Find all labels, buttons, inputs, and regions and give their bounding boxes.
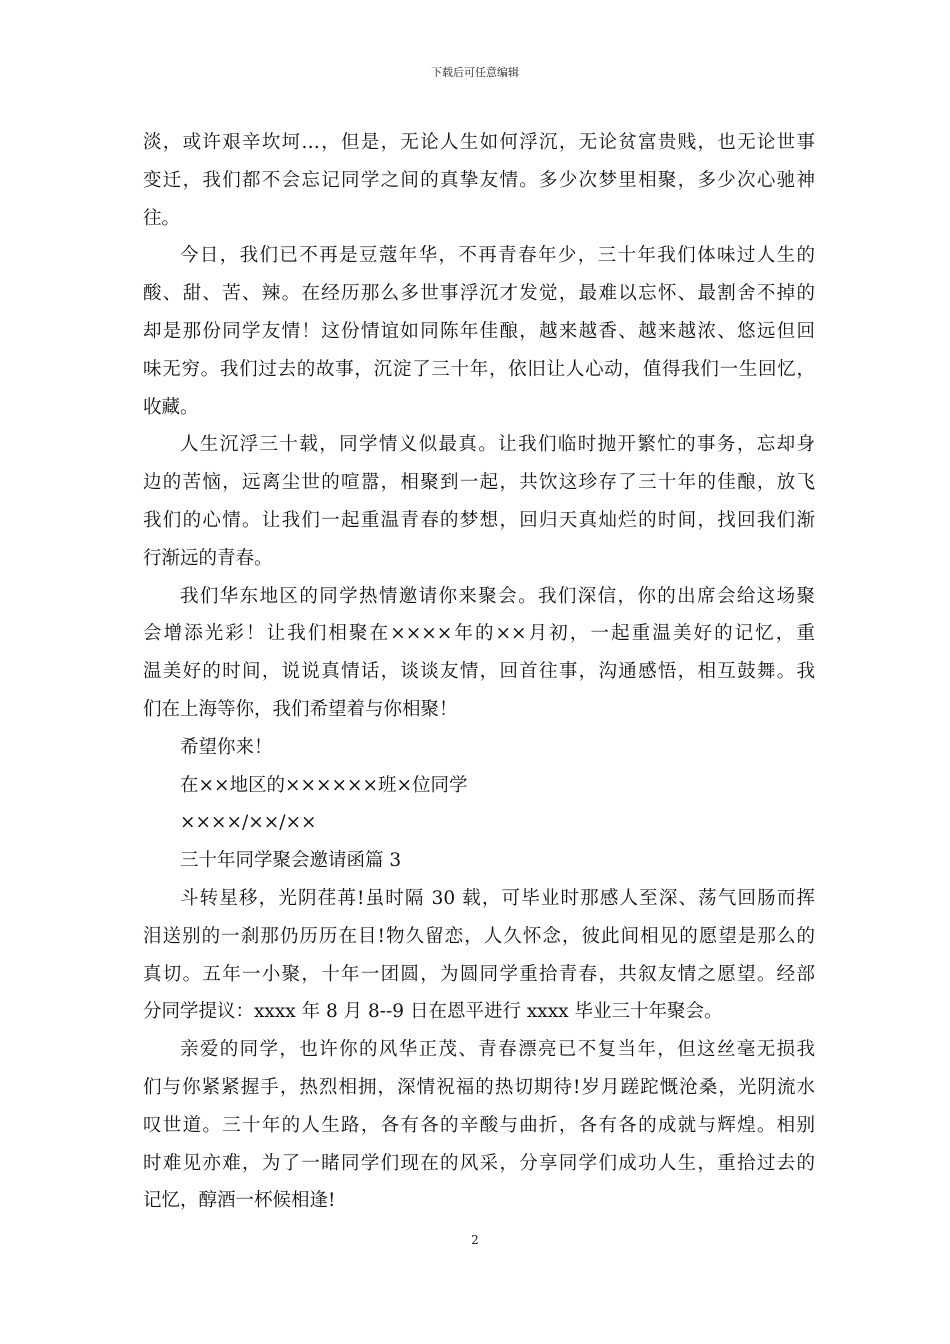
page-header: 下载后可任意编辑 [431, 66, 519, 79]
text-line: 我们的心情。让我们一起重温青春的梦想，回归天真灿烂的时间，找回我们渐 [143, 509, 815, 531]
text-line: 们与你紧紧握手，热烈相拥，深情祝福的热切期待!岁月蹉跎慨沧桑，光阴流水 [143, 1076, 815, 1098]
text-line: 我们华东地区的同学热情邀请你来聚会。我们深信，你的出席会给这场聚 [180, 585, 815, 607]
text-line: 分同学提议：xxxx 年 8 月 8--9 日在恩平进行 xxxx 毕业三十年聚会。 [143, 1001, 723, 1023]
text-line: 行渐远的青春。 [143, 547, 273, 569]
text-line: 三十年同学聚会邀请函篇 3 [180, 850, 402, 872]
text-line: 人生沉浮三十载，同学情义似最真。让我们临时抛开繁忙的事务，忘却身 [180, 434, 815, 456]
text-line: 会增添光彩！让我们相聚在××××年的××月初，一起重温美好的记忆，重 [143, 623, 815, 645]
text-line: 真切。五年一小聚，十年一团圆，为圆同学重拾青春，共叙友情之愿望。经部 [143, 963, 815, 985]
text-line: 泪送别的一刹那仍历历在目!物久留恋，人久怀念，彼此间相见的愿望是那么的 [143, 925, 815, 947]
text-line: 却是那份同学友情！这份情谊如同陈年佳酿，越来越香、越来越浓、悠远但回 [143, 320, 815, 342]
text-line: 往。 [143, 207, 181, 229]
text-line: 今日，我们已不再是豆蔻年华，不再青春年少，三十年我们体味过人生的 [180, 245, 815, 267]
text-line: 时难见亦难，为了一睹同学们现在的风采，分享同学们成功人生，重拾过去的 [143, 1152, 815, 1174]
text-line: 淡，或许艰辛坎坷…，但是，无论人生如何浮沉，无论贫富贵贱，也无论世事 [143, 132, 815, 153]
text-line: 亲爱的同学，也许你的风华正茂、青春漂亮已不复当年，但这丝毫无损我 [180, 1039, 815, 1061]
text-line: 边的苦恼，远离尘世的喧嚣，相聚到一起，共饮这珍存了三十年的佳酿，放飞 [143, 472, 815, 494]
text-line: 希望你来！ [180, 736, 273, 758]
text-line: 温美好的时间，说说真情话，谈谈友情，回首往事，沟通感悟，相互鼓舞。我 [143, 661, 815, 683]
document-body [143, 124, 815, 1220]
text-line: 们在上海等你，我们希望着与你相聚！ [143, 698, 458, 720]
text-line: 收藏。 [143, 396, 199, 418]
text-line: 记忆，醇酒一杯候相逢! [143, 1190, 336, 1212]
text-line: 变迁，我们都不会忘记同学之间的真挚友情。多少次梦里相聚，多少次心驰神 [143, 169, 815, 191]
text-line: 斗转星移，光阴荏苒!虽时隔 30 载，可毕业时那感人至深、荡气回肠而挥 [180, 887, 815, 909]
text-line: 味无穷。我们过去的故事，沉淀了三十年，依旧让人心动，值得我们一生回忆， [143, 358, 815, 380]
text-line: 酸、甜、苦、辣。在经历那么多世事浮沉才发觉，最难以忘怀、最割舍不掉的 [143, 283, 815, 305]
text-line: 在××地区的××××××班×位同学 [180, 774, 468, 796]
page-number: 2 [471, 1233, 479, 1247]
text-line: ××××/××/×× [180, 812, 317, 834]
text-line: 叹世道。三十年的人生路，各有各的辛酸与曲折，各有各的成就与辉煌。相别 [143, 1114, 815, 1136]
